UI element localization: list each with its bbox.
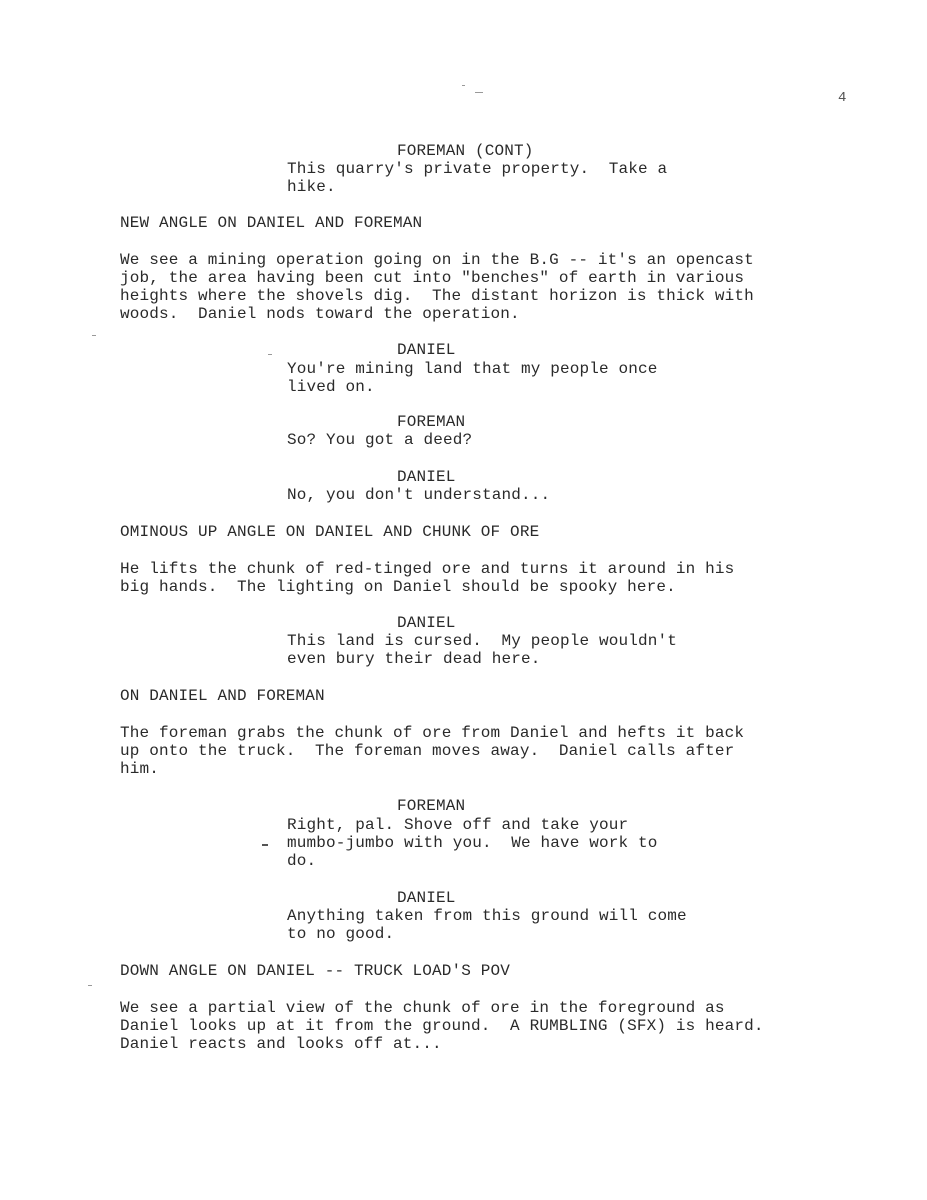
character-name: FOREMAN	[397, 797, 466, 815]
scene-heading: NEW ANGLE ON DANIEL AND FOREMAN	[120, 214, 423, 232]
scan-speck	[262, 844, 268, 846]
dialogue-line: do.	[287, 852, 317, 870]
dialogue-line: even bury their dead here.	[287, 650, 541, 668]
dialogue-line: mumbo-jumbo with you. We have work to	[287, 834, 658, 852]
character-name: DANIEL	[397, 341, 456, 359]
dialogue-line: This land is cursed. My people wouldn't	[287, 632, 678, 650]
dialogue-line: This quarry's private property. Take a	[287, 160, 668, 178]
action-line: The foreman grabs the chunk of ore from Daniel and hefts it back	[120, 724, 745, 742]
action-line: big hands. The lighting on Daniel should be spooky here.	[120, 578, 676, 596]
character-name: FOREMAN	[397, 413, 466, 431]
character-name: FOREMAN (CONT)	[397, 142, 534, 160]
dialogue-line: You're mining land that my people once	[287, 360, 658, 378]
dialogue-line: Anything taken from this ground will come	[287, 907, 687, 925]
action-line: heights where the shovels dig. The distant horizon is thick with	[120, 287, 754, 305]
scan-speck	[92, 335, 96, 336]
dialogue-line: to no good.	[287, 925, 395, 943]
action-line: We see a partial view of the chunk of ore in the foreground as	[120, 999, 725, 1017]
action-line: job, the area having been cut into "benches" of earth in various	[120, 269, 745, 287]
dialogue-line: So? You got a deed?	[287, 431, 473, 449]
dialogue-line: hike.	[287, 178, 336, 196]
scene-heading: ON DANIEL AND FOREMAN	[120, 687, 325, 705]
scan-speck	[475, 92, 483, 93]
character-name: DANIEL	[397, 614, 456, 632]
action-line: Daniel looks up at it from the ground. A RUMBLING (SFX) is heard.	[120, 1017, 764, 1035]
dialogue-line: lived on.	[287, 378, 375, 396]
scan-speck	[268, 354, 272, 355]
dialogue-line: No, you don't understand...	[287, 486, 551, 504]
action-line: We see a mining operation going on in the B.G -- it's an opencast	[120, 251, 754, 269]
scene-heading: DOWN ANGLE ON DANIEL -- TRUCK LOAD'S POV	[120, 962, 511, 980]
character-name: DANIEL	[397, 889, 456, 907]
scene-heading: OMINOUS UP ANGLE ON DANIEL AND CHUNK OF ORE	[120, 523, 540, 541]
action-line: him.	[120, 760, 160, 778]
action-line: woods. Daniel nods toward the operation.	[120, 305, 520, 323]
action-line: Daniel reacts and looks off at...	[120, 1035, 442, 1053]
scan-speck	[462, 85, 465, 86]
page-number: 4	[838, 90, 847, 106]
scan-speck	[88, 985, 92, 986]
character-name: DANIEL	[397, 468, 456, 486]
action-line: up onto the truck. The foreman moves away. Daniel calls after	[120, 742, 735, 760]
dialogue-line: Right, pal. Shove off and take your	[287, 816, 629, 834]
action-line: He lifts the chunk of red-tinged ore and turns it around in his	[120, 560, 735, 578]
